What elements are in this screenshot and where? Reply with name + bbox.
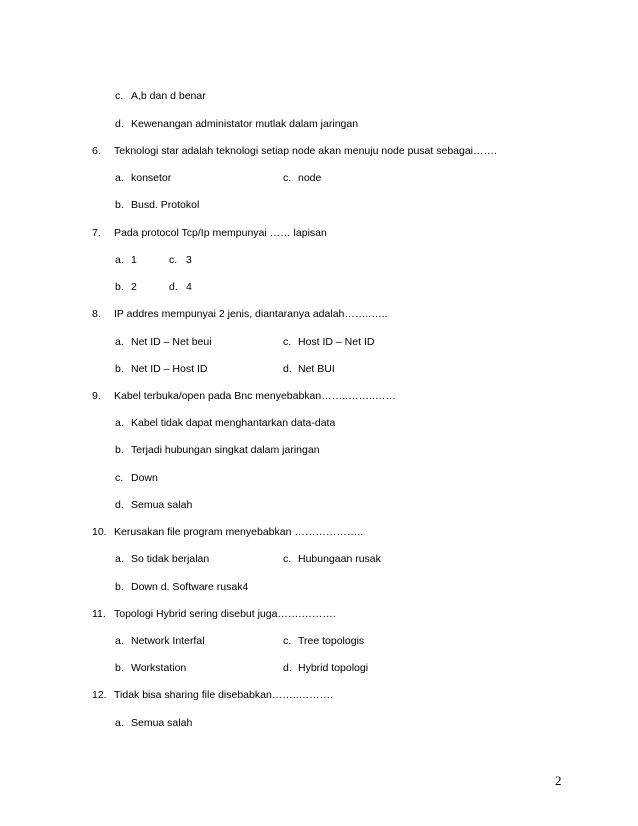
option-letter: d. bbox=[169, 281, 178, 293]
page-number: 2 bbox=[555, 773, 562, 788]
option-text: Net ID – Net beui bbox=[131, 336, 212, 348]
option-text: 1 bbox=[131, 254, 137, 266]
option-letter: c. bbox=[115, 90, 124, 102]
option-text: Hubungaan rusak bbox=[298, 553, 381, 565]
option-text: Tree topologis bbox=[298, 635, 365, 647]
option-text: Semua salah bbox=[131, 499, 193, 511]
option-letter: c. bbox=[283, 172, 292, 184]
option-letter: a. bbox=[115, 417, 124, 429]
question-number: 8. bbox=[92, 308, 101, 320]
question-text: Kabel terbuka/open pada Bnc menyebabkan……..……..…… bbox=[114, 390, 396, 402]
option-letter: d. bbox=[115, 118, 124, 130]
option-letter: b. bbox=[115, 281, 124, 293]
option-text: Workstation bbox=[131, 662, 187, 674]
option-text: Net ID – Host ID bbox=[131, 363, 208, 375]
option-letter: a. bbox=[115, 553, 124, 565]
option-letter: a. bbox=[115, 717, 124, 729]
question-number: 10. bbox=[92, 526, 107, 538]
option-letter: a. bbox=[115, 254, 124, 266]
question-text: Topologi Hybrid sering disebut juga…….………. bbox=[114, 608, 336, 620]
option-text: 2 bbox=[131, 281, 137, 293]
option-text: node bbox=[298, 172, 322, 184]
question-number: 7. bbox=[92, 227, 101, 239]
option-letter: b. bbox=[115, 363, 124, 375]
option-text: Net BUI bbox=[298, 363, 335, 375]
option-letter: d. bbox=[283, 662, 292, 674]
question-text: IP addres mempunyai 2 jenis, diantaranya adalah……..….. bbox=[114, 308, 388, 320]
option-text: So tidak berjalan bbox=[131, 553, 210, 565]
question-text: Kerusakan file program menyebabkan ……………….. bbox=[114, 526, 364, 538]
question-number: 11. bbox=[92, 608, 106, 620]
option-text: Terjadi hubungan singkat dalam jaringan bbox=[131, 444, 320, 456]
option-text: konsetor bbox=[131, 172, 172, 184]
option-letter: c. bbox=[115, 472, 124, 484]
option-text: A,b dan d benar bbox=[131, 90, 206, 102]
option-letter: a. bbox=[115, 336, 124, 348]
question-number: 9. bbox=[92, 390, 101, 402]
option-letter: b. bbox=[115, 581, 124, 593]
option-text: Network Interfal bbox=[131, 635, 205, 647]
question-number: 6. bbox=[92, 145, 101, 157]
option-text: Kabel tidak dapat menghantarkan data-data bbox=[131, 417, 336, 429]
option-text: Busd. Protokol bbox=[131, 199, 200, 211]
question-text: Pada protocol Tcp/Ip mempunyai …… lapisan bbox=[114, 227, 327, 239]
option-text: 4 bbox=[186, 281, 192, 293]
option-text: Semua salah bbox=[131, 717, 193, 729]
option-letter: b. bbox=[115, 444, 124, 456]
option-text: Down bbox=[131, 472, 158, 484]
option-text: Host ID – Net ID bbox=[298, 336, 375, 348]
question-text: Teknologi star adalah teknologi setiap node akan menuju node pusat sebagai……. bbox=[114, 145, 497, 157]
option-letter: a. bbox=[115, 635, 124, 647]
question-number: 12. bbox=[92, 689, 107, 701]
option-letter: d. bbox=[283, 363, 292, 375]
option-letter: b. bbox=[115, 199, 124, 211]
option-letter: d. bbox=[115, 499, 124, 511]
option-letter: b. bbox=[115, 662, 124, 674]
option-text: Hybrid topologi bbox=[298, 662, 369, 674]
option-text: 3 bbox=[186, 254, 192, 266]
option-letter: c. bbox=[283, 635, 292, 647]
option-letter: c. bbox=[283, 553, 292, 565]
option-text: Kewenangan administator mutlak dalam jaringan bbox=[131, 118, 359, 130]
option-letter: c. bbox=[169, 254, 178, 266]
option-letter: a. bbox=[115, 172, 124, 184]
question-text: Tidak bisa sharing file disebabkan……..………. bbox=[114, 689, 334, 701]
option-letter: c. bbox=[283, 336, 292, 348]
option-text: Down d. Software rusak4 bbox=[131, 581, 249, 593]
